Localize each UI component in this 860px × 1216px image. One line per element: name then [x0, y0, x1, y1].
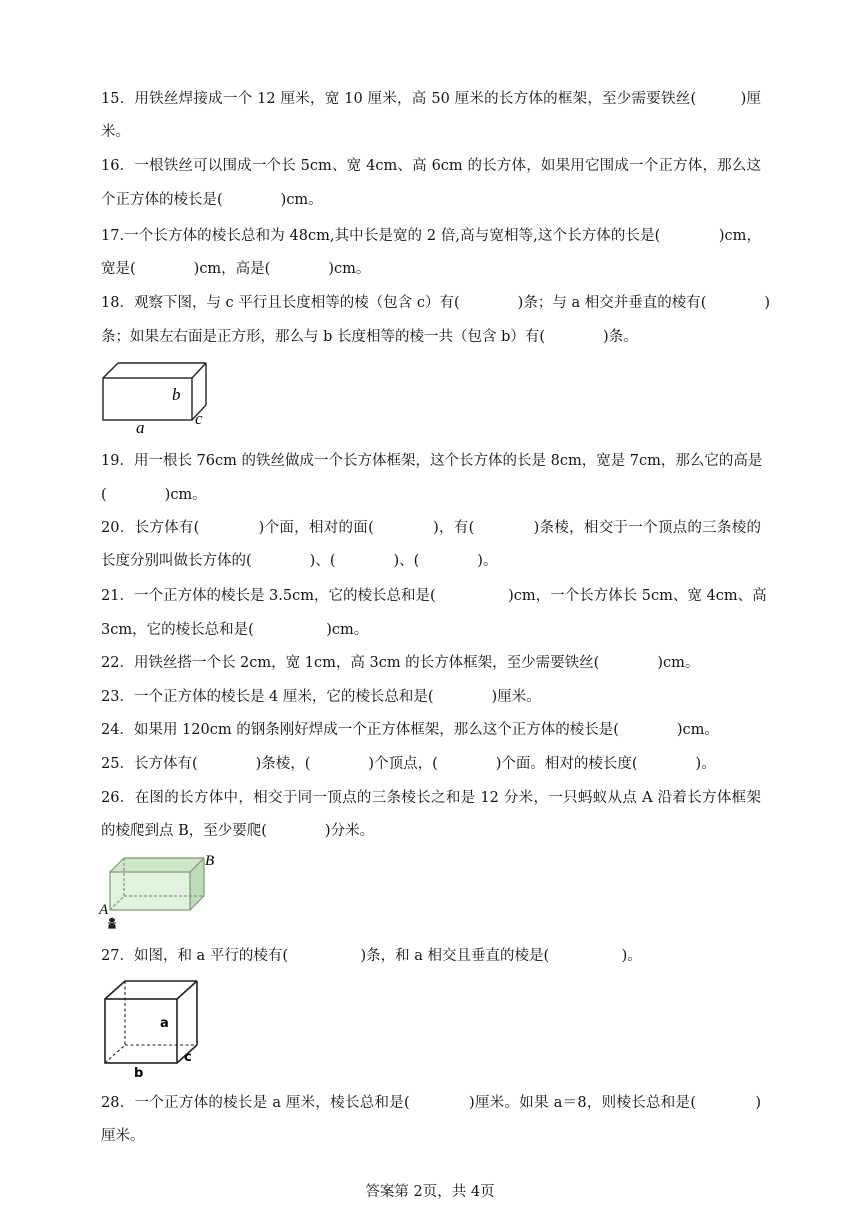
edge-label-c: c: [195, 409, 203, 428]
cube-figure-27: [100, 979, 204, 1079]
question-20-line-2: 长度分别叫做长方体的( )、( )、( )。: [101, 553, 498, 569]
question-26-line-1: 26．在图的长方体中，相交于同一顶点的三条棱长之和是 12 分米，一只蚂蚁从点 A 沿着长方体框架: [101, 790, 761, 806]
question-27: 27．如图，和 a 平行的棱有( )条，和 a 相交且垂直的棱是( )。: [101, 948, 642, 964]
edge-label-a: a: [136, 418, 145, 434]
edge-label-c: c: [184, 1050, 192, 1065]
question-16-line-2: 个正方体的棱长是( )cm。: [101, 192, 323, 208]
question-17-line-1: 17.一个长方体的棱长总和为 48cm,其中长是宽的 2 倍,高与宽相等,这个长方体的长是( )cm，: [101, 228, 761, 244]
question-21-line-1: 21．一个正方体的棱长是 3.5cm，它的棱长总和是( )cm，一个长方体长 5cm、宽 4cm、高: [101, 588, 767, 604]
vertex-label-a: A: [99, 902, 109, 918]
question-28-line-1: 28．一个正方体的棱长是 a 厘米，棱长总和是( )厘米。如果 a＝8，则棱长总和是( ): [101, 1095, 761, 1111]
cuboid-figure-18: [100, 360, 212, 434]
question-22: 22．用铁丝搭一个长 2cm，宽 1cm，高 3cm 的长方体框架，至少需要铁丝( )cm。: [101, 655, 700, 671]
question-19-line-1: 19．用一根长 76cm 的铁丝做成一个长方体框架，这个长方体的长是 8cm，宽是 7cm，那么它的高是: [101, 453, 763, 469]
cuboid-figure-26: [98, 852, 220, 934]
question-17-line-2: 宽是( )cm，高是( )cm。: [101, 261, 371, 277]
question-23: 23．一个正方体的棱长是 4 厘米，它的棱长总和是( )厘米。: [101, 689, 541, 705]
question-15-line-2: 米。: [101, 124, 130, 140]
page-footer: 答案第 2页，共 4页: [365, 1184, 495, 1200]
question-25: 25．长方体有( )条棱，( )个顶点，( )个面。相对的棱长度( )。: [101, 756, 716, 772]
question-24: 24．如果用 120cm 的钢条刚好焊成一个正方体框架，那么这个正方体的棱长是( )cm。: [101, 722, 719, 738]
question-16-line-1: 16．一根铁丝可以围成一个长 5cm、宽 4cm、高 6cm 的长方体，如果用它围成一个正方体，那么这: [101, 158, 761, 174]
ant-icon: [108, 918, 116, 929]
question-19-line-2: ( )cm。: [101, 487, 207, 503]
edge-label-b: b: [134, 1066, 144, 1079]
question-26-line-2: 的棱爬到点 B，至少要爬( )分米。: [101, 823, 375, 839]
question-15-line-1: 15．用铁丝焊接成一个 12 厘米，宽 10 厘米，高 50 厘米的长方体的框架，至少需要铁丝( )厘: [101, 91, 761, 107]
edge-label-a: a: [160, 1016, 169, 1031]
question-18-line-1: 18．观察下图，与 c 平行且长度相等的棱（包含 c）有( )条；与 a 相交并垂直的棱有( ): [101, 295, 771, 311]
question-28-line-2: 厘米。: [101, 1128, 145, 1144]
vertex-label-b: B: [205, 853, 215, 869]
question-18-line-2: 条；如果左右面是正方形，那么与 b 长度相等的棱一共（包含 b）有( )条。: [101, 329, 638, 345]
question-21-line-2: 3cm，它的棱长总和是( )cm。: [101, 622, 369, 638]
edge-label-b: b: [172, 385, 181, 404]
question-20-line-1: 20．长方体有( )个面，相对的面( )，有( )条棱，相交于一个顶点的三条棱的: [101, 520, 761, 536]
